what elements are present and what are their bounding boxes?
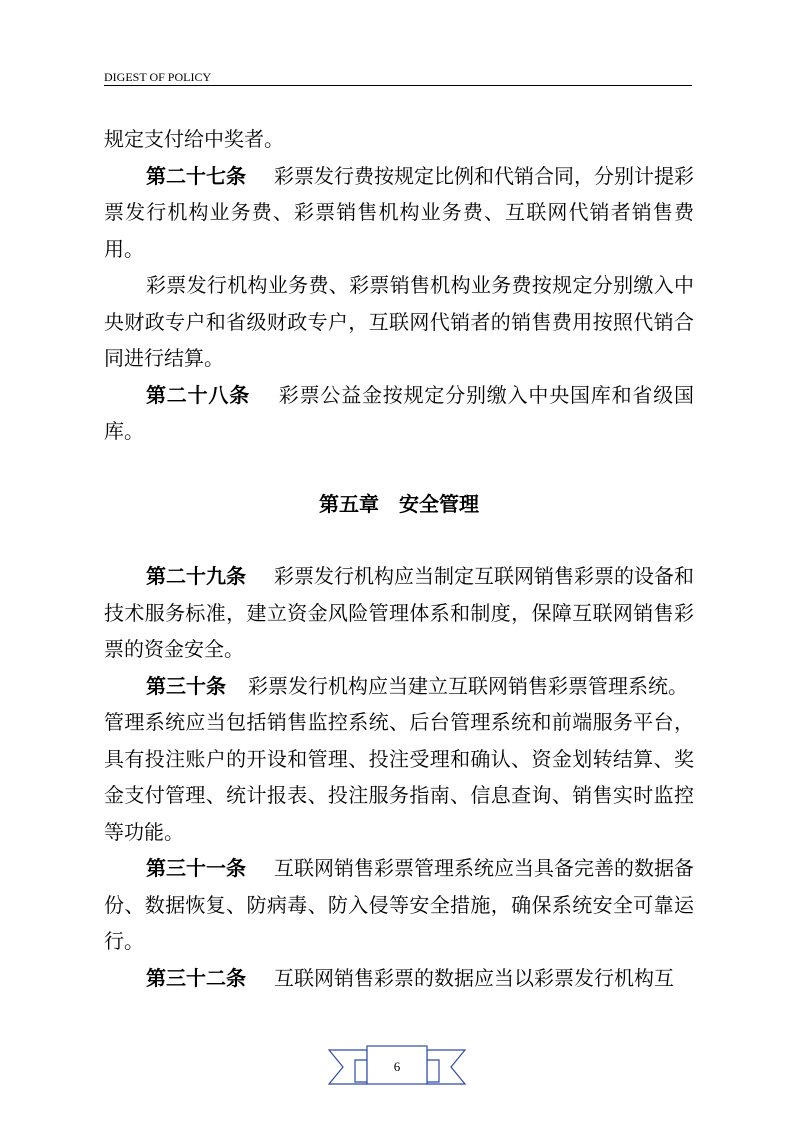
article-paragraph: 第二十七条 彩票发行费按规定比例和代销合同，分别计提彩票发行机构业务费、彩票销售机构业务费、互联网代销者销售费用。: [104, 163, 694, 261]
page-number: 6: [393, 1059, 401, 1074]
article-number: 第三十条: [146, 673, 226, 698]
article-paragraph: 第三十一条 互联网销售彩票管理系统应当具备完善的数据备份、数据恢复、防病毒、防入侵等安全措施，确保系统安全可靠运行。: [104, 856, 694, 953]
article-paragraph: 第二十九条 彩票发行机构应当制定互联网销售彩票的设备和技术服务标准，建立资金风险管理体系和制度，保障互联网销售彩票的资金安全。: [104, 564, 694, 661]
article-number: 第二十九条: [146, 564, 246, 588]
article-number: 第二十八条: [146, 382, 250, 407]
article-paragraph: 第三十条 彩票发行机构应当建立互联网销售彩票管理系统。: [146, 673, 688, 698]
page-number-ribbon: [327, 1040, 467, 1094]
article-number: 第二十七条: [146, 163, 246, 188]
article-paragraph: 第三十二条 互联网销售彩票的数据应当以彩票发行机构互: [146, 965, 674, 990]
article-number: 第三十一条: [146, 856, 246, 880]
paragraph: 彩票发行机构业务费、彩票销售机构业务费按规定分别缴入中央财政专户和省级财政专户，互联网代销者的销售费用按照代销合同进行结算。: [104, 273, 694, 370]
article-number: 第三十二条: [146, 965, 246, 990]
document-body: [104, 121, 694, 996]
article-paragraph: 第二十八条 彩票公益金按规定分别缴入中央国库和省级国库。: [104, 382, 694, 443]
paragraph: 规定支付给中奖者。: [104, 127, 284, 151]
paragraph: 管理系统应当包括销售监控系统、后台管理系统和前端服务平台，具有投注账户的开设和管理、投注受理和确认、资金划转结算、奖金支付管理、统计报表、投注服务指南、信息查询、销售实时监控等功能。: [104, 710, 694, 844]
chapter-title: 第五章 安全管理: [319, 491, 479, 516]
header-text: DIGEST OF POLICY: [104, 70, 212, 84]
running-header: [104, 70, 692, 86]
